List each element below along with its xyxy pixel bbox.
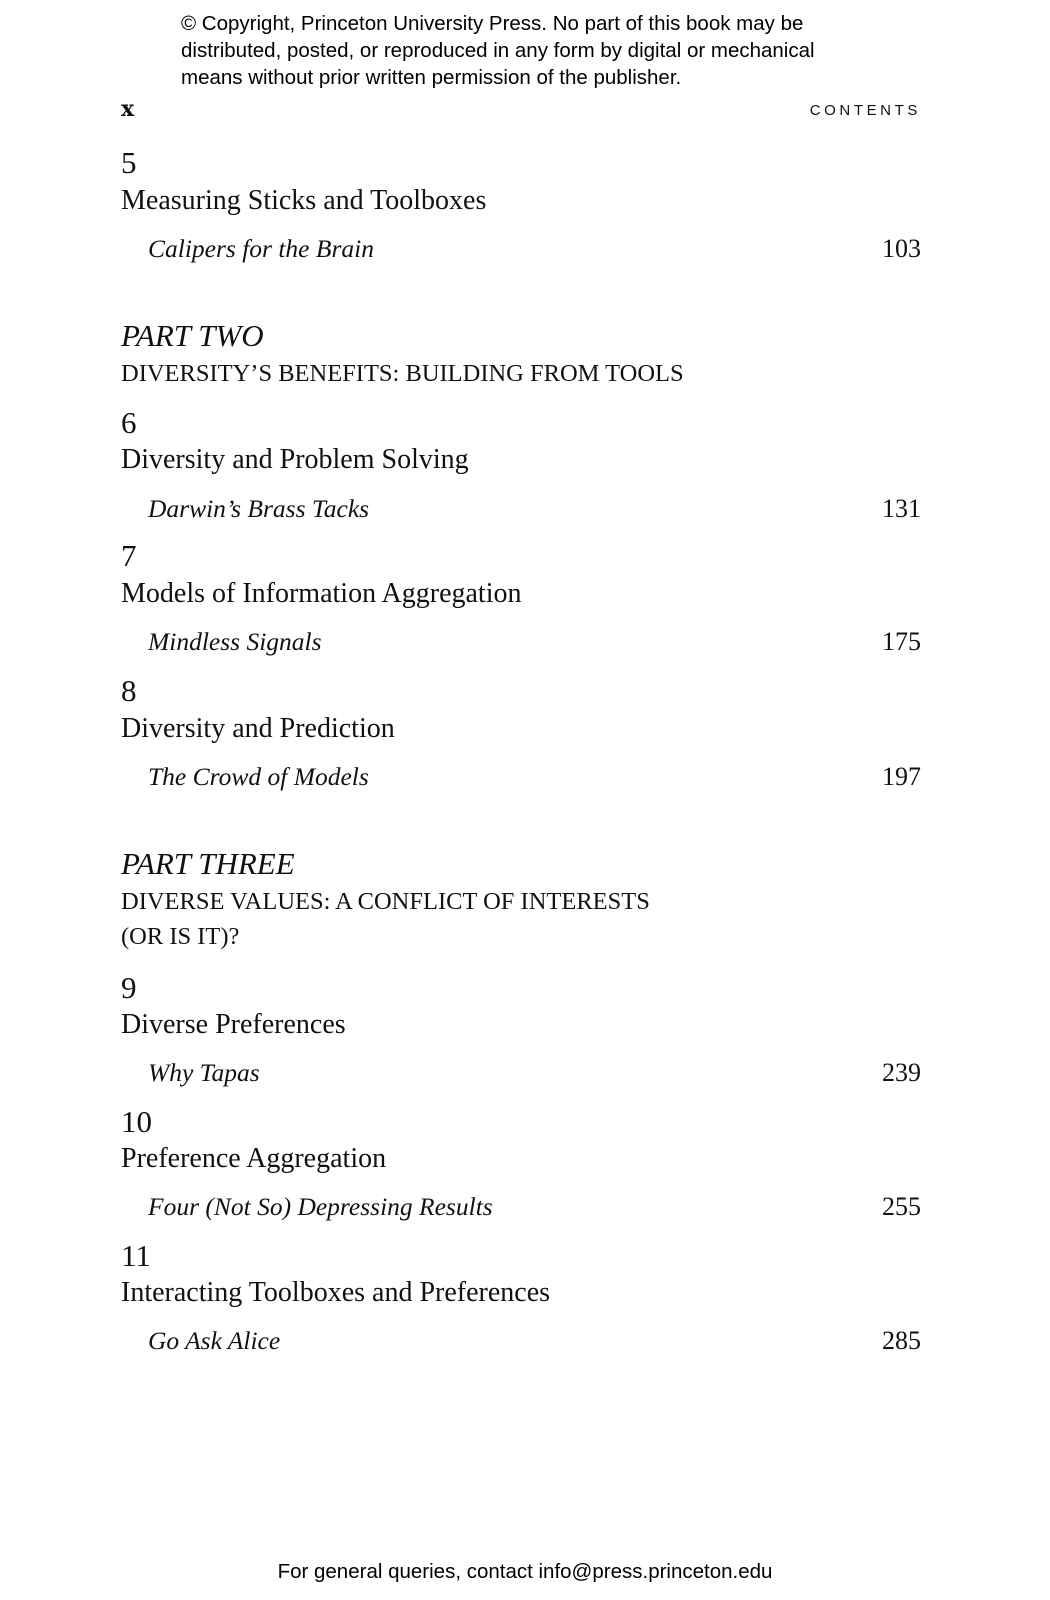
part-title: DIVERSE VALUES: A CONFLICT OF INTERESTS <box>121 888 650 915</box>
chapter-subtitle: Calipers for the Brain <box>148 234 374 263</box>
copyright-line: means without prior written permission of the publisher. <box>181 66 682 89</box>
part-title-continued: (OR IS IT)? <box>121 923 240 950</box>
chapter-page-number: 239 <box>882 1058 921 1087</box>
part-label: PART THREE <box>121 846 295 881</box>
copyright-notice <box>181 10 901 91</box>
chapter-page-number: 197 <box>882 762 921 791</box>
chapter-subtitle: Mindless Signals <box>148 627 322 656</box>
part-label: PART TWO <box>121 318 264 353</box>
chapter-title: Models of Information Aggregation <box>121 578 522 609</box>
page-folio: x <box>121 96 135 122</box>
chapter-page-number: 175 <box>882 627 921 656</box>
chapter-page-number: 103 <box>882 234 921 263</box>
chapter-title: Preference Aggregation <box>121 1143 387 1174</box>
section-title: CONTENTS <box>809 102 921 119</box>
chapter-subtitle: Darwin’s Brass Tacks <box>148 494 370 523</box>
chapter-number: 8 <box>121 673 137 708</box>
chapter-page-number: 255 <box>882 1192 921 1221</box>
chapter-title: Diversity and Prediction <box>121 713 395 744</box>
copyright-line: © Copyright, Princeton University Press. No part of this book may be <box>181 12 804 35</box>
chapter-title: Diverse Preferences <box>121 1009 346 1040</box>
chapter-number: 5 <box>121 145 137 180</box>
running-head <box>121 96 921 126</box>
chapter-subtitle: The Crowd of Models <box>148 762 369 791</box>
chapter-subtitle: Go Ask Alice <box>148 1326 281 1355</box>
copyright-line: distributed, posted, or reproduced in any form by digital or mechanical <box>181 39 815 62</box>
footer-contact: For general queries, contact info@press.princeton.edu <box>277 1560 773 1583</box>
chapter-number: 10 <box>121 1104 152 1139</box>
chapter-title: Interacting Toolboxes and Preferences <box>121 1277 551 1308</box>
chapter-number: 6 <box>121 405 137 440</box>
part-title: DIVERSITY’S BENEFITS: BUILDING FROM TOOLS <box>121 360 684 387</box>
chapter-subtitle: Four (Not So) Depressing Results <box>148 1192 493 1221</box>
chapter-title: Diversity and Problem Solving <box>121 444 469 475</box>
chapter-subtitle: Why Tapas <box>148 1058 260 1087</box>
chapter-title: Measuring Sticks and Toolboxes <box>121 185 487 216</box>
chapter-number: 7 <box>121 538 137 573</box>
chapter-page-number: 285 <box>882 1326 921 1355</box>
chapter-number: 11 <box>121 1238 151 1273</box>
chapter-page-number: 131 <box>882 494 921 523</box>
chapter-number: 9 <box>121 970 137 1005</box>
